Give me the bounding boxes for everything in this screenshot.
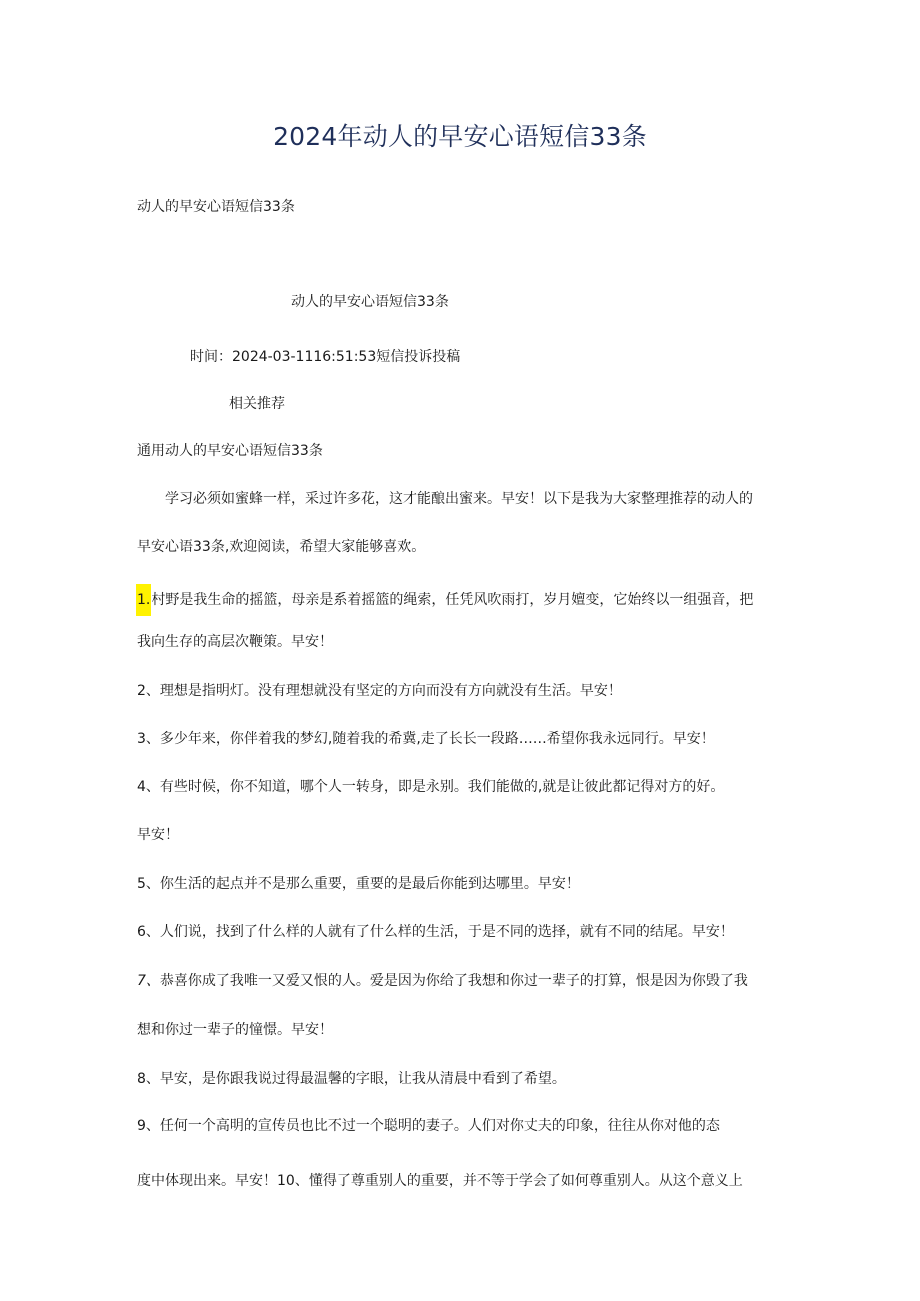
document-subtitle: 动人的早安心语短信33条 xyxy=(137,199,295,215)
list-item-1-text: 村野是我生命的摇篮，母亲是系着摇篮的绳索，任凭风吹雨打，岁月嬗变，它始终以一组强音，把 xyxy=(151,592,754,608)
list-item-9-line-1: 9、任何一个高明的宣传员也比不过一个聪明的妻子。人们对你丈夫的印象，往往从你对他的态 xyxy=(137,1118,720,1134)
intro-paragraph-line-1: 学习必须如蜜蜂一样，采过许多花，这才能酿出蜜来。早安！以下是我为大家整理推荐的动人的 xyxy=(165,491,753,507)
list-item-7-line-1 xyxy=(137,971,748,991)
related-recommendations-label: 相关推荐 xyxy=(229,396,285,412)
list-item-1-line-1 xyxy=(137,584,753,616)
list-item-4-line-2: 早安！ xyxy=(137,827,179,843)
list-item-7-number: 7、 xyxy=(137,973,160,989)
article-title: 动人的早安心语短信33条 xyxy=(291,294,449,310)
document-title: 2024年动人的早安心语短信33条 xyxy=(273,122,647,151)
meta-line: 时间：2024-03-1116:51:53短信投诉投稿 xyxy=(190,349,461,365)
list-item-3: 3、多少年来，你伴着我的梦幻,随着我的希冀,走了长长一段路……希望你我永远同行。早安！ xyxy=(137,731,715,747)
list-item-7-line-2: 想和你过一辈子的憧憬。早安！ xyxy=(137,1022,333,1038)
list-item-9-line-2: 度中体现出来。早安！10、懂得了尊重别人的重要，并不等于学会了如何尊重别人。从这个意义上 xyxy=(137,1173,743,1189)
list-item-8: 8、早安，是你跟我说过得最温馨的字眼，让我从清晨中看到了希望。 xyxy=(137,1071,566,1087)
list-item-1-line-2: 我向生存的高层次鞭策。早安！ xyxy=(137,634,333,650)
highlighted-item-number: 1. xyxy=(136,584,151,616)
list-item-5: 5、你生活的起点并不是那么重要，重要的是最后你能到达哪里。早安！ xyxy=(137,876,580,892)
list-item-2: 2、理想是指明灯。没有理想就没有坚定的方向而没有方向就没有生活。早安！ xyxy=(137,683,622,699)
list-item-4-line-1: 4、有些时候，你不知道，哪个人一转身，即是永别。我们能做的,就是让彼此都记得对方的好。 xyxy=(137,779,725,795)
list-item-6: 6、人们说，找到了什么样的人就有了什么样的生活，于是不同的选择，就有不同的结尾。早安！ xyxy=(137,924,734,940)
intro-paragraph-line-2: 早安心语33条,欢迎阅读，希望大家能够喜欢。 xyxy=(137,539,426,555)
section-heading: 通用动人的早安心语短信33条 xyxy=(137,443,323,459)
list-item-7-text: 恭喜你成了我唯一又爱又恨的人。爱是因为你给了我想和你过一辈子的打算，恨是因为你毁了我 xyxy=(159,973,748,989)
